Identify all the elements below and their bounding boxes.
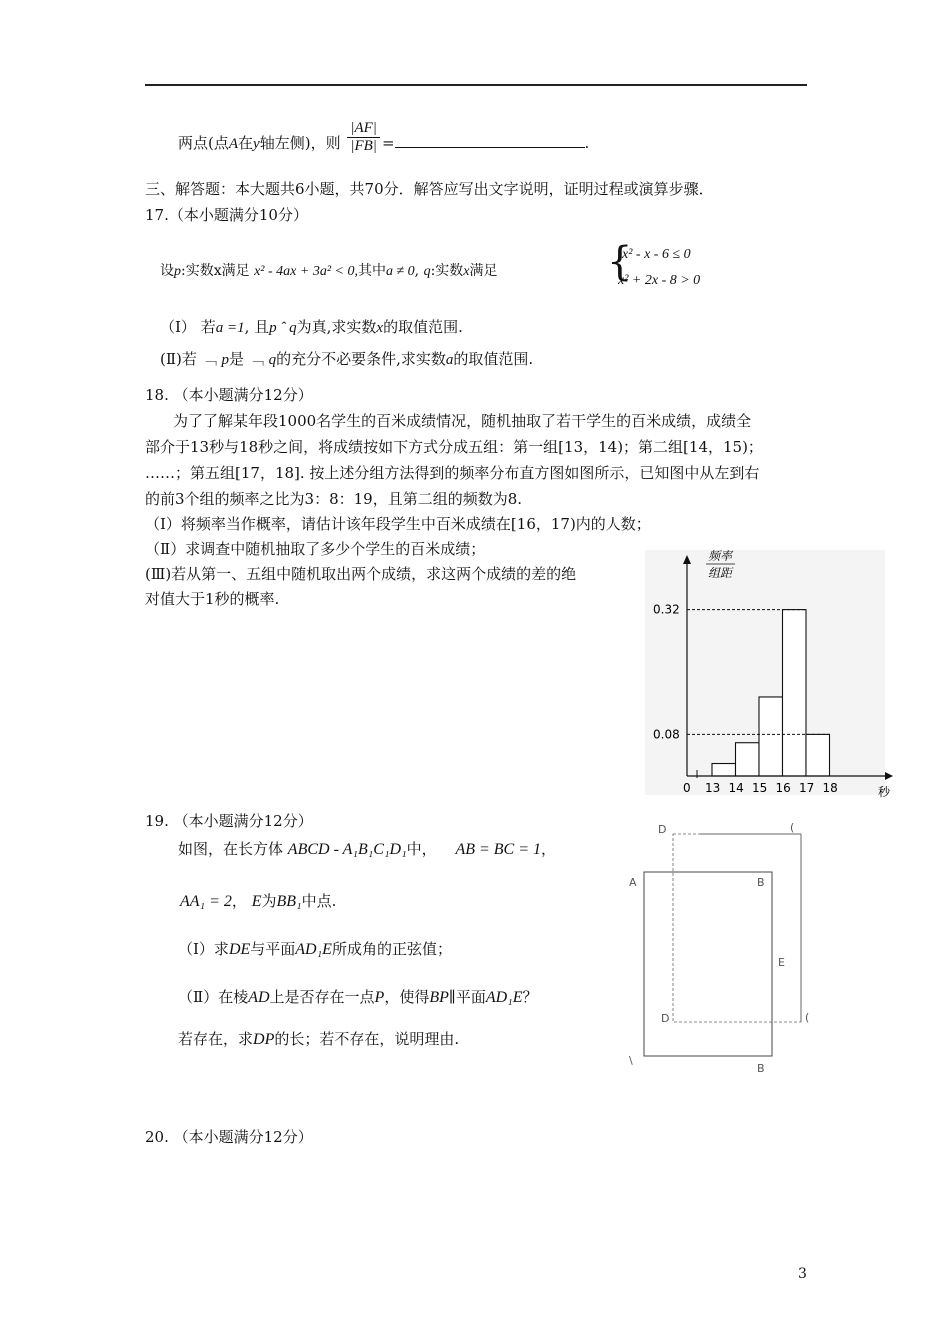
q16-text: 两点(点 <box>178 134 229 152</box>
section-heading: 三、解答题：本大题共6小题，共70分．解答应写出文字说明，证明过程或演算步骤． <box>145 180 714 198</box>
text: （Ⅱ）在棱 <box>178 988 249 1006</box>
histogram-bar-1 <box>712 764 736 776</box>
back-face-dashed <box>673 834 801 1022</box>
x-tick-label: 14 <box>728 781 744 795</box>
histogram-chart <box>640 540 920 805</box>
label-b1: B <box>757 876 765 889</box>
text: 的长；若不存在，说明理由. <box>274 1030 460 1048</box>
part-label: （Ⅰ） 若 <box>160 318 216 336</box>
text: 若存在，求 <box>178 1030 254 1048</box>
part-label: (Ⅱ)若 <box>160 350 197 368</box>
q16-text: 在 <box>238 134 254 152</box>
q18-part3a: (Ⅲ)若从第一、五组中随机取出两个成绩，求这两个成绩的差的绝 <box>145 565 577 583</box>
point-e: E <box>251 893 262 910</box>
line-bp: BP <box>429 989 449 1006</box>
text: 与平面 <box>250 940 296 958</box>
x-var: x <box>376 320 384 336</box>
text: ∥平面 <box>448 988 486 1006</box>
q18-line3: ……；第五组[17，18]. 按上述分组方法得到的频率分布直方图如图所示，已知图中从左到右 <box>145 464 760 482</box>
front-face <box>644 872 772 1056</box>
q19-part2-cont <box>178 1028 459 1049</box>
period: . <box>584 134 590 152</box>
x-var: x <box>463 264 470 279</box>
q19-head: 19. （本小题满分12分） <box>145 812 313 830</box>
text: 为 <box>261 892 277 910</box>
q16-point-a: A <box>228 136 239 152</box>
a-value: a =1 <box>215 320 245 336</box>
q18-line4: 的前3个组的频率之比为3：8：19，且第二组的频数为8. <box>145 490 523 508</box>
line-de: DE <box>228 941 251 958</box>
system-line-1: x² - x - 6 ≤ 0 <box>622 247 691 262</box>
x-axis-arrow <box>885 772 893 780</box>
text: 设 <box>160 263 174 279</box>
q18-line1: 为了了解某年段1000名学生的百米成绩情况，随机抽取了若干学生的百米成绩，成绩全 <box>173 412 752 430</box>
q17-head: 17.（本小题满分10分） <box>145 206 308 224</box>
q18-head: 18. （本小题满分12分） <box>145 386 313 404</box>
text: , 且 <box>244 318 270 336</box>
text: 是 <box>228 350 244 368</box>
prop-p: p <box>221 352 229 368</box>
ab-bc-equation: AB = BC = 1 <box>455 841 542 858</box>
system-brace: { <box>607 239 633 285</box>
plane-ad1e: AD₁E <box>485 989 523 1006</box>
equals-sign: = <box>381 134 395 152</box>
label-b: B <box>757 1062 765 1075</box>
a-nonzero: a ≠ 0 <box>385 264 415 279</box>
text: ，使得 <box>384 988 430 1006</box>
text: 中点. <box>301 892 337 910</box>
not-symbol: ﹁ <box>201 350 217 368</box>
text: ？ <box>522 988 538 1006</box>
text: 的取值范围. <box>453 350 534 368</box>
label-d: D <box>661 1012 670 1025</box>
label-a: \ <box>629 1054 633 1067</box>
q19-part2 <box>178 986 538 1007</box>
label-c1: ( <box>790 821 795 834</box>
x-tick-label: 13 <box>705 781 721 795</box>
q19-line1 <box>178 838 556 859</box>
q16-y-var: y <box>253 136 260 152</box>
cuboid-name: ABCD - A₁B₁C₁D₁ <box>287 841 407 858</box>
text: 其中 <box>357 263 386 279</box>
plane-ad1e: AD₁E <box>295 941 332 958</box>
aa1-equation: AA₁ = 2 <box>180 893 232 910</box>
text: 上是否存在一点 <box>269 988 375 1006</box>
q16-text: 轴左侧)，则 <box>259 134 341 152</box>
segment-dp: DP <box>253 1031 275 1048</box>
q17-part2 <box>160 348 533 369</box>
label-c: ( <box>805 1011 810 1024</box>
histogram-bar-3 <box>759 697 783 776</box>
header-rule <box>145 84 807 86</box>
y-tick-label: 0.32 <box>653 602 680 617</box>
q16-fraction <box>347 120 380 155</box>
q16-tail-line <box>178 119 590 155</box>
text: （Ⅰ）求 <box>178 940 229 958</box>
text: 中， <box>406 840 437 858</box>
a-var: a <box>445 352 454 368</box>
text: ， <box>541 840 557 858</box>
text: :实数x满足 <box>181 263 250 279</box>
edge-ad: AD <box>248 989 270 1006</box>
q18-part2: （Ⅱ）求调查中随机抽取了多少个学生的百米成绩； <box>145 540 486 558</box>
label-a1: A <box>629 876 637 889</box>
histogram-bar-4 <box>783 610 807 776</box>
y-label-bottom: 组距 <box>708 566 733 580</box>
not-symbol: ﹁ <box>248 350 264 368</box>
text: 如图，在长方体 <box>178 840 284 858</box>
page-number: 3 <box>798 1266 807 1282</box>
x-tick-label: 15 <box>752 781 768 795</box>
prop-p: p <box>174 264 181 279</box>
q19-part1 <box>178 938 452 959</box>
prop-q: q <box>268 352 277 368</box>
q18-part1: （Ⅰ）将频率当作概率，请估计该年段学生中百米成绩在[16，17)内的人数； <box>145 515 651 533</box>
cuboid-figure <box>620 818 820 1078</box>
q20-head: 20. （本小题满分12分） <box>145 1128 313 1146</box>
p-and-q: p ˆ q <box>269 320 297 336</box>
q17-part1 <box>160 316 463 337</box>
text: 为真,求实数 <box>296 318 377 336</box>
x-tick-label: 18 <box>822 781 838 795</box>
system-line-2: x² + 2x - 8 > 0 <box>618 273 701 288</box>
x-tick-label: 17 <box>799 781 815 795</box>
q19-line2 <box>180 890 336 911</box>
comma: , <box>414 263 420 279</box>
histogram-bar-5 <box>806 734 830 776</box>
label-d1: D <box>658 823 667 836</box>
text: 所成角的正弦值； <box>331 940 452 958</box>
y-label-top: 频率 <box>708 549 733 563</box>
prop-q: q <box>423 264 431 279</box>
x-axis-label: 秒 <box>878 785 891 799</box>
frac-numerator: |AF| <box>347 120 380 138</box>
histogram-bar-2 <box>736 743 760 776</box>
q17-condition <box>160 260 498 280</box>
origin-label: 0 <box>683 781 691 795</box>
x-tick-label: 16 <box>775 781 791 795</box>
inequality-p: x² - 4ax + 3a² < 0, <box>254 264 358 279</box>
text: 的取值范围. <box>383 318 463 336</box>
answer-blank <box>395 135 585 148</box>
y-tick-label: 0.08 <box>653 727 680 742</box>
frac-denominator: |FB| <box>350 137 377 154</box>
q18-line2: 部介于13秒与18秒之间，将成绩按如下方式分成五组：第一组[13，14)；第二组[14，15)； <box>145 438 763 456</box>
q18-part3b: 对值大于1秒的概率. <box>145 590 280 608</box>
text: 满足 <box>469 263 498 279</box>
text: 的充分不必要条件,求实数 <box>276 350 446 368</box>
edge-bb1: BB₁ <box>276 893 302 910</box>
text: ， <box>231 892 247 910</box>
text: :实数 <box>430 263 464 279</box>
label-e: E <box>778 956 785 969</box>
point-p: P <box>374 989 385 1006</box>
